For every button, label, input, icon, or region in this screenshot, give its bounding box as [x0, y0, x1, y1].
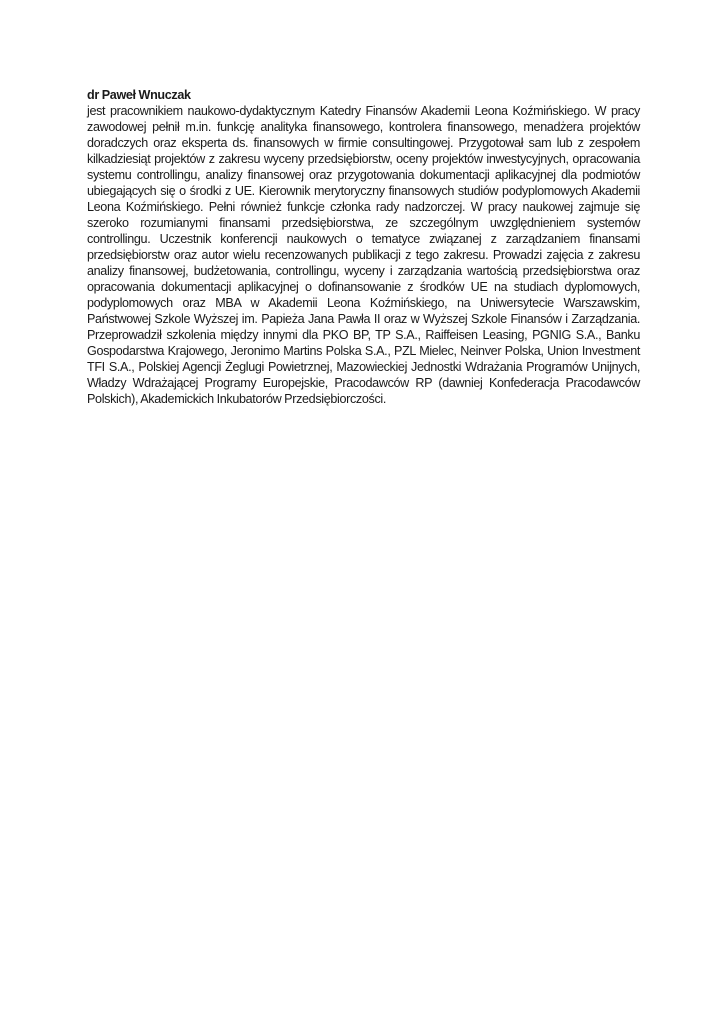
- author-name: dr Paweł Wnuczak: [87, 88, 191, 102]
- biography-section: [87, 87, 640, 407]
- biography-text: jest pracownikiem naukowo-dydaktycznym Katedry Finansów Akademii Leona Koźmińskiego. W pracy zawodowej pełnił m.in. funkcję analityka finansowego, kontrolera finansowego, menadżera projektów doradczych oraz eksperta ds. finansowych w firmie consultingowej. Przygotował sam lub z zespołem kilkadziesiąt projektów z zakresu wyceny przedsiębiorstw, oceny projektów inwestycyjnych, opracowania systemu controllingu, analizy finansowej oraz przygotowania dokumentacji aplikacyjnej dla podmiotów ubiegających się o środki z UE. Kierownik merytoryczny finansowych studiów podyplomowych Akademii Leona Koźmińskiego. Pełni również funkcje członka rady nadzorczej. W pracy naukowej zajmuje się szeroko rozumianymi finansami przedsiębiorstwa, ze szczególnym uwzględnieniem systemów controllingu. Uczestnik konferencji naukowych o tematyce związanej z zarządzaniem finansami przedsiębiorstw oraz autor wielu recenzowanych publikacji z tego zakresu. Prowadzi zajęcia z zakresu analizy finansowej, budżetowania, controllingu, wyceny i zarządzania wartością przedsiębiorstwa oraz opracowania dokumentacji aplikacyjnej o dofinansowanie z środków UE na studiach dyplomowych, podyplomowych oraz MBA w Akademii Leona Koźmińskiego, na Uniwersytecie Warszawskim, Państwowej Szkole Wyższej im. Papieża Jana Pawła II oraz w Wyższej Szkole Finansów i Zarządzania. Przeprowadził szkolenia między innymi dla PKO BP, TP S.A., Raiffeisen Leasing, PGNIG S.A., Banku Gospodarstwa Krajowego, Jeronimo Martins Polska S.A., PZL Mielec, Neinver Polska, Union Investment TFI S.A., Polskiej Agencji Żeglugi Powietrznej, Mazowieckiej Jednostki Wdrażania Programów Unijnych, Władzy Wdrażającej Programy Europejskie, Pracodawców RP (dawniej Konfederacja Pracodawców Polskich), Akademickich Inkubatorów Przedsiębiorczości.: [87, 104, 640, 406]
